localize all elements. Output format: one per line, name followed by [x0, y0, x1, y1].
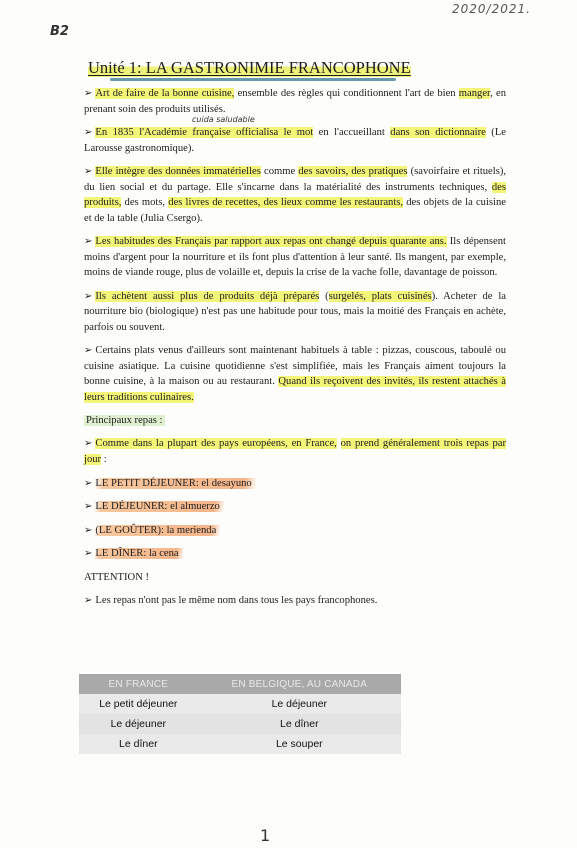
principaux-repas-heading: Principaux repas : [86, 415, 163, 426]
arrow-bullet-icon: ➢ [84, 236, 93, 248]
arrow-bullet-icon: ➢ [84, 524, 93, 536]
arrow-bullet-icon: ➢ [84, 88, 93, 99]
arrow-bullet-icon: ➢ [84, 290, 93, 302]
paragraph-habits: ➢ Les habitudes des Français par rapport aux repas ont changé depuis quarante ans. Ils dépensent moins d'argent pour la nourriture et ils font plus d'attention à leur santé. Ils mangent, par exemple, moins de viande rouge, plus de volaille et, depuis la crise de la vache folle, davantage de poisson. [84, 236, 506, 279]
level-handwritten: B2 [50, 24, 69, 39]
meal-item: ➢ (LE GOÛTER): la merienda [84, 523, 506, 539]
page-number: 1 [260, 826, 271, 845]
meal-item: ➢ LE PETIT DÉJEUNER: el desayuno [84, 476, 506, 492]
attention-heading: ATTENTION ! [84, 571, 150, 583]
meal-item: ➢ LE DÎNER: la cena [84, 546, 506, 562]
table-cell: Le déjeuner [79, 714, 198, 734]
table-header: EN FRANCE [79, 674, 198, 694]
paragraph-immaterial: ➢ Elle intègre des données immatérielles comme des savoirs, des pratiques (savoirfaire et rituels), du lien social et du partage. Elle s'incarne dans la matérialité des instruments techniques, des produits, des mots, des livres de recettes, des lieux comme les restaurants, des objets de la cuisine et de la table (Julia Csergo). [84, 166, 506, 224]
meals-comparison-table [79, 674, 401, 754]
paragraph-three-meals: ➢ Comme dans la plupart des pays européens, en France, on prend généralement trois repas par jour : [84, 438, 506, 466]
arrow-bullet-icon: ➢ [84, 166, 93, 178]
arrow-bullet-icon: ➢ [84, 595, 93, 607]
paragraph-prepared-products: ➢ Ils achètent aussi plus de produits déjà préparés (surgelés, plats cuisinés). Acheter de la nourriture bio (biologique) n'est pas une habitude pour tous, mais la moitié des Français en achète, parfois ou souvent. [84, 290, 506, 333]
arrow-bullet-icon: ➢ [84, 501, 93, 513]
paragraph-definition: ➢ Art de faire de la bonne cuisine, ensemble des règles qui conditionnent l'art de bien manger, en prenant soin des produits utilisés. [84, 88, 507, 115]
table-row [79, 734, 401, 754]
table-cell: Le dîner [79, 734, 198, 754]
table-cell: Le dîner [198, 714, 401, 734]
arrow-bullet-icon: ➢ [84, 345, 93, 357]
arrow-bullet-icon: ➢ [84, 477, 93, 489]
document-body [84, 86, 506, 617]
table-row [79, 694, 401, 714]
page-title: Unité 1: LA GASTRONIMIE FRANCOPHONE [88, 58, 411, 77]
title-underline-stroke [110, 78, 396, 81]
table-cell: Le souper [198, 734, 401, 754]
paragraph-names-differ: ➢ Les repas n'ont pas le même nom dans tous les pays francophones. [84, 595, 378, 607]
arrow-bullet-icon: ➢ [84, 548, 93, 560]
table-header: EN BELGIQUE, AU CANADA [198, 674, 401, 694]
school-year-handwritten: 2020/2021. [452, 2, 531, 16]
handwritten-annotation: cuida saludable [192, 115, 255, 124]
arrow-bullet-icon: ➢ [84, 127, 93, 139]
paragraph-foreign-dishes: ➢ Certains plats venus d'ailleurs sont maintenant habituels à table : pizzas, couscous, taboulé ou cuisine asiatique. La cuisine quotidienne s'est simplifiée, mais les Français aiment toujours la bonne cuisine, à la maison ou au restaurant. Quand ils reçoivent des invités, ils restent attachés à leurs traditions culinaires. [84, 345, 506, 403]
paragraph-academie: ➢ En 1835 l'Académie française officialisa le mot en l'accueillant dans son dictionnaire (Le Larousse gastronomique). [84, 127, 506, 154]
table-cell: Le déjeuner [198, 694, 401, 714]
arrow-bullet-icon: ➢ [84, 438, 93, 450]
table-cell: Le petit déjeuner [79, 694, 198, 714]
table-row [79, 714, 401, 734]
meal-item: ➢ LE DÉJEUNER: el almuerzo [84, 499, 506, 515]
